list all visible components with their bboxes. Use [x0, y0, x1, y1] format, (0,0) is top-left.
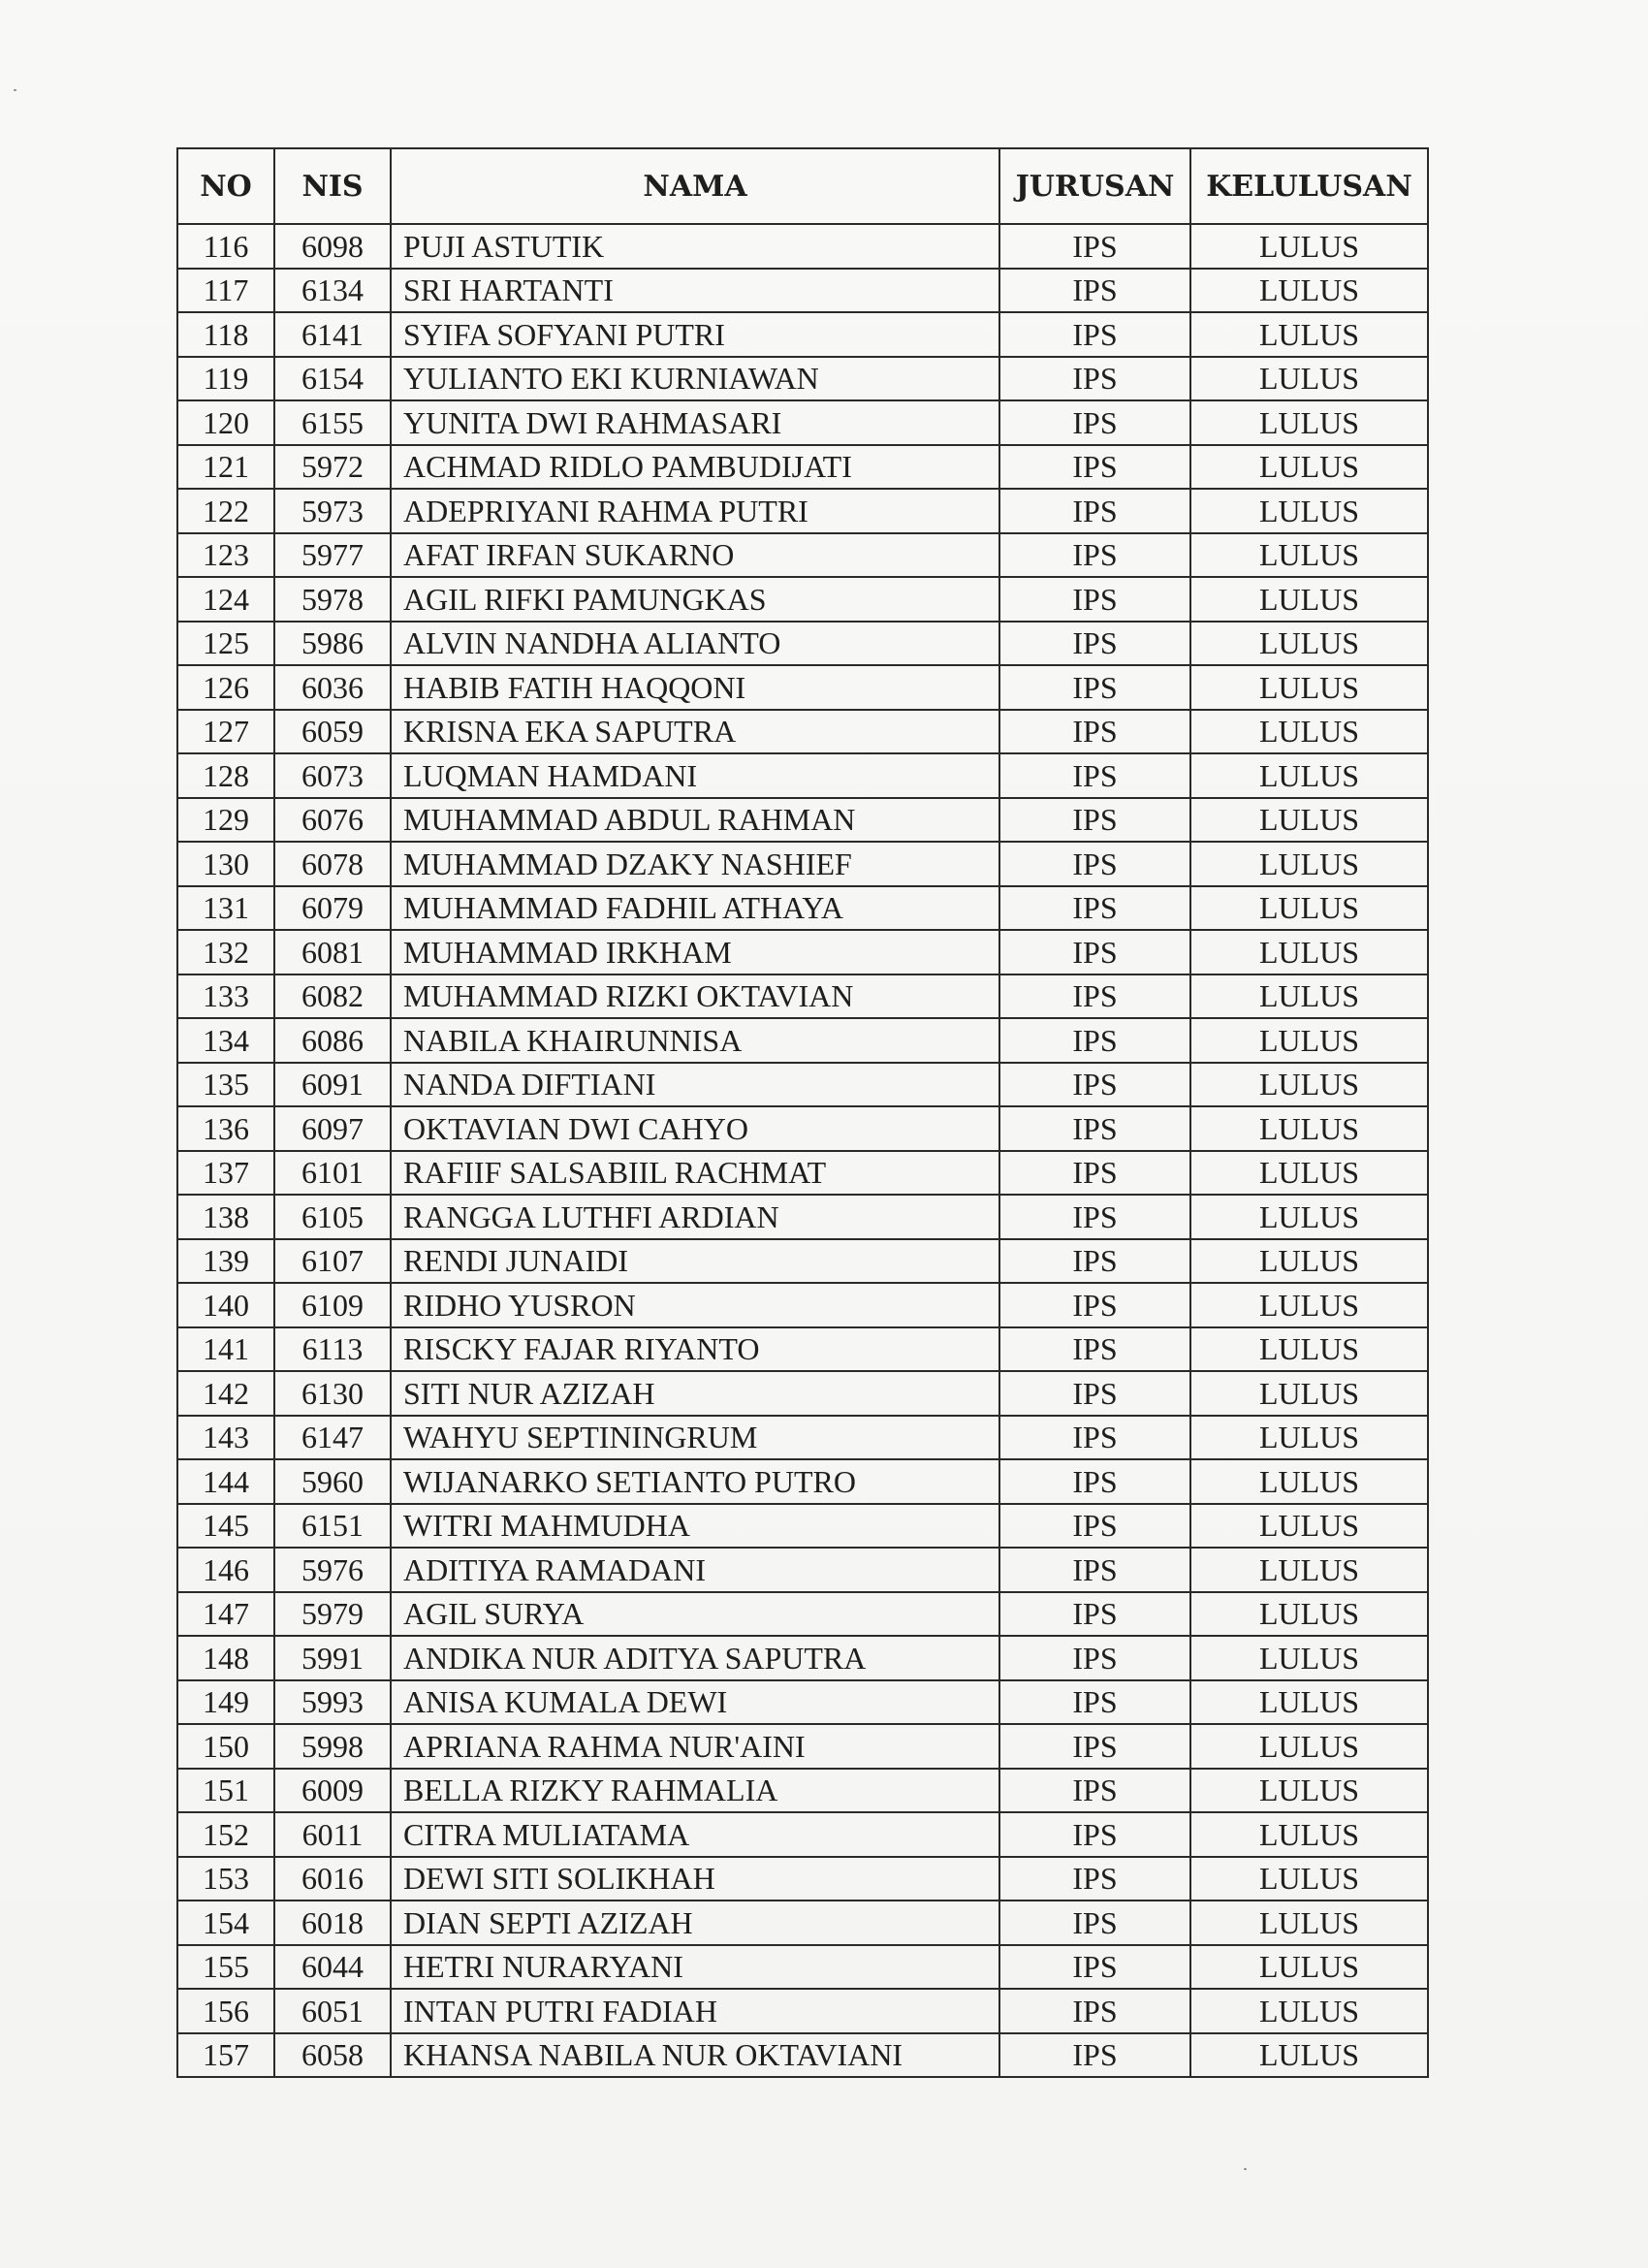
- table-row: [177, 974, 1428, 1019]
- table-row: [177, 1901, 1428, 1945]
- cell-no: 116: [177, 224, 274, 269]
- cell-nama: NABILA KHAIRUNNISA: [391, 1018, 999, 1063]
- cell-jurusan: IPS: [999, 312, 1190, 357]
- cell-nis: 6036: [274, 665, 391, 710]
- cell-nama: APRIANA RAHMA NUR'AINI: [391, 1724, 999, 1769]
- cell-kelulusan: LULUS: [1190, 1151, 1428, 1196]
- table-row: [177, 1504, 1428, 1549]
- cell-jurusan: IPS: [999, 533, 1190, 578]
- cell-nama: OKTAVIAN DWI CAHYO: [391, 1106, 999, 1151]
- cell-nis: 6079: [274, 886, 391, 931]
- cell-no: 157: [177, 2033, 274, 2078]
- cell-jurusan: IPS: [999, 798, 1190, 843]
- table-row: [177, 1724, 1428, 1769]
- cell-nis: 6155: [274, 400, 391, 445]
- cell-no: 151: [177, 1769, 274, 1813]
- cell-nis: 5986: [274, 622, 391, 666]
- cell-no: 155: [177, 1945, 274, 1990]
- cell-nama: RANGGA LUTHFI ARDIAN: [391, 1195, 999, 1239]
- cell-jurusan: IPS: [999, 1106, 1190, 1151]
- table-row: [177, 665, 1428, 710]
- cell-nis: 6141: [274, 312, 391, 357]
- cell-jurusan: IPS: [999, 1945, 1190, 1990]
- cell-nis: 5991: [274, 1636, 391, 1680]
- cell-nis: 6151: [274, 1504, 391, 1549]
- cell-kelulusan: LULUS: [1190, 445, 1428, 490]
- cell-nis: 6097: [274, 1106, 391, 1151]
- cell-jurusan: IPS: [999, 1327, 1190, 1372]
- table-row: [177, 930, 1428, 974]
- table-row: [177, 842, 1428, 886]
- cell-no: 148: [177, 1636, 274, 1680]
- table-row: [177, 1416, 1428, 1460]
- cell-no: 150: [177, 1724, 274, 1769]
- cell-kelulusan: LULUS: [1190, 1945, 1428, 1990]
- cell-nama: DIAN SEPTI AZIZAH: [391, 1901, 999, 1945]
- cell-nama: WITRI MAHMUDHA: [391, 1504, 999, 1549]
- cell-jurusan: IPS: [999, 753, 1190, 798]
- cell-jurusan: IPS: [999, 1151, 1190, 1196]
- cell-no: 152: [177, 1812, 274, 1857]
- cell-nama: YUNITA DWI RAHMASARI: [391, 400, 999, 445]
- cell-nis: 6018: [274, 1901, 391, 1945]
- cell-nis: 6051: [274, 1989, 391, 2033]
- cell-kelulusan: LULUS: [1190, 622, 1428, 666]
- table-row: [177, 1459, 1428, 1504]
- cell-jurusan: IPS: [999, 1239, 1190, 1284]
- cell-jurusan: IPS: [999, 1812, 1190, 1857]
- cell-kelulusan: LULUS: [1190, 1769, 1428, 1813]
- table-row: [177, 1945, 1428, 1990]
- cell-no: 122: [177, 489, 274, 533]
- cell-no: 147: [177, 1592, 274, 1637]
- table-row: [177, 400, 1428, 445]
- cell-kelulusan: LULUS: [1190, 1680, 1428, 1725]
- cell-no: 154: [177, 1901, 274, 1945]
- table-row: [177, 1548, 1428, 1592]
- graduation-table: [176, 147, 1429, 2078]
- cell-nis: 6059: [274, 710, 391, 754]
- cell-no: 137: [177, 1151, 274, 1196]
- cell-jurusan: IPS: [999, 665, 1190, 710]
- cell-nis: 5972: [274, 445, 391, 490]
- cell-nis: 5977: [274, 533, 391, 578]
- cell-jurusan: IPS: [999, 400, 1190, 445]
- header-nis: NIS: [274, 148, 391, 224]
- cell-nama: ADITIYA RAMADANI: [391, 1548, 999, 1592]
- cell-no: 133: [177, 974, 274, 1019]
- table-row: [177, 445, 1428, 490]
- cell-kelulusan: LULUS: [1190, 842, 1428, 886]
- cell-jurusan: IPS: [999, 886, 1190, 931]
- cell-kelulusan: LULUS: [1190, 930, 1428, 974]
- cell-no: 131: [177, 886, 274, 931]
- header-row: [177, 148, 1428, 224]
- cell-kelulusan: LULUS: [1190, 533, 1428, 578]
- cell-nama: WIJANARKO SETIANTO PUTRO: [391, 1459, 999, 1504]
- cell-jurusan: IPS: [999, 269, 1190, 313]
- table-row: [177, 224, 1428, 269]
- table-row: [177, 710, 1428, 754]
- cell-nama: MUHAMMAD RIZKI OKTAVIAN: [391, 974, 999, 1019]
- cell-nama: PUJI ASTUTIK: [391, 224, 999, 269]
- cell-nis: 6078: [274, 842, 391, 886]
- cell-nis: 6107: [274, 1239, 391, 1284]
- cell-kelulusan: LULUS: [1190, 489, 1428, 533]
- cell-jurusan: IPS: [999, 489, 1190, 533]
- cell-jurusan: IPS: [999, 1857, 1190, 1901]
- cell-jurusan: IPS: [999, 1283, 1190, 1327]
- cell-nis: 5978: [274, 577, 391, 622]
- cell-kelulusan: LULUS: [1190, 1989, 1428, 2033]
- cell-no: 126: [177, 665, 274, 710]
- cell-no: 125: [177, 622, 274, 666]
- scan-speck: [1244, 2168, 1247, 2170]
- cell-jurusan: IPS: [999, 1459, 1190, 1504]
- cell-nis: 6113: [274, 1327, 391, 1372]
- cell-no: 128: [177, 753, 274, 798]
- table-row: [177, 1636, 1428, 1680]
- cell-kelulusan: LULUS: [1190, 1371, 1428, 1416]
- cell-kelulusan: LULUS: [1190, 1327, 1428, 1372]
- cell-no: 136: [177, 1106, 274, 1151]
- cell-nama: AFAT IRFAN SUKARNO: [391, 533, 999, 578]
- cell-jurusan: IPS: [999, 1724, 1190, 1769]
- cell-jurusan: IPS: [999, 842, 1190, 886]
- cell-no: 141: [177, 1327, 274, 1372]
- cell-nis: 6073: [274, 753, 391, 798]
- cell-jurusan: IPS: [999, 1769, 1190, 1813]
- cell-nis: 6130: [274, 1371, 391, 1416]
- cell-nama: MUHAMMAD FADHIL ATHAYA: [391, 886, 999, 931]
- cell-jurusan: IPS: [999, 1195, 1190, 1239]
- cell-nama: LUQMAN HAMDANI: [391, 753, 999, 798]
- table-row: [177, 1812, 1428, 1857]
- cell-kelulusan: LULUS: [1190, 1592, 1428, 1637]
- cell-nama: MUHAMMAD DZAKY NASHIEF: [391, 842, 999, 886]
- table-row: [177, 1106, 1428, 1151]
- cell-jurusan: IPS: [999, 445, 1190, 490]
- cell-kelulusan: LULUS: [1190, 1459, 1428, 1504]
- table-row: [177, 1989, 1428, 2033]
- cell-nis: 6134: [274, 269, 391, 313]
- cell-jurusan: IPS: [999, 622, 1190, 666]
- cell-jurusan: IPS: [999, 1680, 1190, 1725]
- cell-kelulusan: LULUS: [1190, 1106, 1428, 1151]
- table-row: [177, 1769, 1428, 1813]
- cell-nama: ACHMAD RIDLO PAMBUDIJATI: [391, 445, 999, 490]
- table-row: [177, 886, 1428, 931]
- table-row: [177, 533, 1428, 578]
- cell-kelulusan: LULUS: [1190, 886, 1428, 931]
- cell-nis: 5993: [274, 1680, 391, 1725]
- cell-nama: INTAN PUTRI FADIAH: [391, 1989, 999, 2033]
- cell-nama: KRISNA EKA SAPUTRA: [391, 710, 999, 754]
- cell-no: 138: [177, 1195, 274, 1239]
- cell-kelulusan: LULUS: [1190, 577, 1428, 622]
- cell-jurusan: IPS: [999, 224, 1190, 269]
- cell-jurusan: IPS: [999, 357, 1190, 401]
- cell-nama: RIDHO YUSRON: [391, 1283, 999, 1327]
- cell-no: 120: [177, 400, 274, 445]
- cell-nis: 6147: [274, 1416, 391, 1460]
- cell-jurusan: IPS: [999, 1063, 1190, 1107]
- cell-nis: 6081: [274, 930, 391, 974]
- cell-jurusan: IPS: [999, 1371, 1190, 1416]
- cell-nis: 6076: [274, 798, 391, 843]
- cell-nis: 6105: [274, 1195, 391, 1239]
- cell-no: 127: [177, 710, 274, 754]
- cell-nis: 6098: [274, 224, 391, 269]
- cell-kelulusan: LULUS: [1190, 974, 1428, 1019]
- table-row: [177, 1327, 1428, 1372]
- cell-kelulusan: LULUS: [1190, 2033, 1428, 2078]
- cell-kelulusan: LULUS: [1190, 1636, 1428, 1680]
- cell-nama: SYIFA SOFYANI PUTRI: [391, 312, 999, 357]
- cell-no: 129: [177, 798, 274, 843]
- header-kelulusan: KELULUSAN: [1190, 148, 1428, 224]
- cell-nama: SRI HARTANTI: [391, 269, 999, 313]
- cell-no: 117: [177, 269, 274, 313]
- cell-no: 135: [177, 1063, 274, 1107]
- cell-kelulusan: LULUS: [1190, 1901, 1428, 1945]
- cell-no: 144: [177, 1459, 274, 1504]
- cell-nama: DEWI SITI SOLIKHAH: [391, 1857, 999, 1901]
- cell-no: 118: [177, 312, 274, 357]
- cell-no: 156: [177, 1989, 274, 2033]
- cell-kelulusan: LULUS: [1190, 400, 1428, 445]
- cell-nis: 5979: [274, 1592, 391, 1637]
- cell-kelulusan: LULUS: [1190, 1416, 1428, 1460]
- cell-kelulusan: LULUS: [1190, 1857, 1428, 1901]
- cell-jurusan: IPS: [999, 1592, 1190, 1637]
- cell-no: 121: [177, 445, 274, 490]
- cell-nama: ADEPRIYANI RAHMA PUTRI: [391, 489, 999, 533]
- cell-no: 143: [177, 1416, 274, 1460]
- cell-jurusan: IPS: [999, 1901, 1190, 1945]
- table-row: [177, 312, 1428, 357]
- cell-nis: 5976: [274, 1548, 391, 1592]
- cell-nis: 6011: [274, 1812, 391, 1857]
- header-nama: NAMA: [391, 148, 999, 224]
- cell-jurusan: IPS: [999, 1504, 1190, 1549]
- graduation-table-container: [176, 147, 1427, 2078]
- cell-nama: RAFIIF SALSABIIL RACHMAT: [391, 1151, 999, 1196]
- cell-nama: MUHAMMAD ABDUL RAHMAN: [391, 798, 999, 843]
- cell-nama: KHANSA NABILA NUR OKTAVIANI: [391, 2033, 999, 2078]
- cell-nis: 6044: [274, 1945, 391, 1990]
- cell-nis: 6016: [274, 1857, 391, 1901]
- cell-kelulusan: LULUS: [1190, 1239, 1428, 1284]
- cell-jurusan: IPS: [999, 710, 1190, 754]
- table-row: [177, 1592, 1428, 1637]
- cell-nama: BELLA RIZKY RAHMALIA: [391, 1769, 999, 1813]
- cell-no: 123: [177, 533, 274, 578]
- table-row: [177, 1680, 1428, 1725]
- table-row: [177, 798, 1428, 843]
- cell-kelulusan: LULUS: [1190, 269, 1428, 313]
- cell-nis: 6082: [274, 974, 391, 1019]
- cell-no: 153: [177, 1857, 274, 1901]
- cell-nama: AGIL SURYA: [391, 1592, 999, 1637]
- cell-no: 149: [177, 1680, 274, 1725]
- cell-nama: ANDIKA NUR ADITYA SAPUTRA: [391, 1636, 999, 1680]
- cell-nama: MUHAMMAD IRKHAM: [391, 930, 999, 974]
- table-header: [177, 148, 1428, 224]
- cell-nama: AGIL RIFKI PAMUNGKAS: [391, 577, 999, 622]
- table-row: [177, 1371, 1428, 1416]
- cell-no: 142: [177, 1371, 274, 1416]
- table-row: [177, 1018, 1428, 1063]
- cell-nis: 6086: [274, 1018, 391, 1063]
- cell-kelulusan: LULUS: [1190, 1018, 1428, 1063]
- cell-nama: RENDI JUNAIDI: [391, 1239, 999, 1284]
- cell-no: 139: [177, 1239, 274, 1284]
- cell-kelulusan: LULUS: [1190, 665, 1428, 710]
- table-row: [177, 577, 1428, 622]
- cell-kelulusan: LULUS: [1190, 1724, 1428, 1769]
- cell-no: 146: [177, 1548, 274, 1592]
- table-row: [177, 753, 1428, 798]
- cell-jurusan: IPS: [999, 1548, 1190, 1592]
- cell-nis: 6091: [274, 1063, 391, 1107]
- cell-jurusan: IPS: [999, 1018, 1190, 1063]
- cell-kelulusan: LULUS: [1190, 312, 1428, 357]
- cell-jurusan: IPS: [999, 577, 1190, 622]
- cell-nis: 5998: [274, 1724, 391, 1769]
- table-row: [177, 1283, 1428, 1327]
- table-row: [177, 2033, 1428, 2078]
- cell-nama: YULIANTO EKI KURNIAWAN: [391, 357, 999, 401]
- cell-nis: 6109: [274, 1283, 391, 1327]
- cell-kelulusan: LULUS: [1190, 710, 1428, 754]
- header-jurusan: JURUSAN: [999, 148, 1190, 224]
- cell-nis: 6154: [274, 357, 391, 401]
- cell-jurusan: IPS: [999, 1636, 1190, 1680]
- cell-kelulusan: LULUS: [1190, 753, 1428, 798]
- cell-nama: ALVIN NANDHA ALIANTO: [391, 622, 999, 666]
- cell-jurusan: IPS: [999, 930, 1190, 974]
- table-row: [177, 1063, 1428, 1107]
- cell-nis: 6101: [274, 1151, 391, 1196]
- cell-nis: 6009: [274, 1769, 391, 1813]
- cell-jurusan: IPS: [999, 1416, 1190, 1460]
- table-row: [177, 1151, 1428, 1196]
- table-row: [177, 1857, 1428, 1901]
- cell-no: 140: [177, 1283, 274, 1327]
- table-row: [177, 1239, 1428, 1284]
- scan-speck: [14, 89, 16, 91]
- cell-kelulusan: LULUS: [1190, 1812, 1428, 1857]
- cell-nama: SITI NUR AZIZAH: [391, 1371, 999, 1416]
- table-row: [177, 489, 1428, 533]
- cell-kelulusan: LULUS: [1190, 1548, 1428, 1592]
- cell-kelulusan: LULUS: [1190, 1063, 1428, 1107]
- cell-no: 134: [177, 1018, 274, 1063]
- cell-no: 132: [177, 930, 274, 974]
- cell-nama: ANISA KUMALA DEWI: [391, 1680, 999, 1725]
- cell-kelulusan: LULUS: [1190, 1283, 1428, 1327]
- cell-nama: HETRI NURARYANI: [391, 1945, 999, 1990]
- cell-nama: WAHYU SEPTININGRUM: [391, 1416, 999, 1460]
- cell-no: 130: [177, 842, 274, 886]
- cell-nama: CITRA MULIATAMA: [391, 1812, 999, 1857]
- table-body: [177, 224, 1428, 2077]
- cell-nis: 5973: [274, 489, 391, 533]
- cell-jurusan: IPS: [999, 2033, 1190, 2078]
- cell-nama: RISCKY FAJAR RIYANTO: [391, 1327, 999, 1372]
- table-row: [177, 622, 1428, 666]
- cell-nama: HABIB FATIH HAQQONI: [391, 665, 999, 710]
- cell-kelulusan: LULUS: [1190, 798, 1428, 843]
- table-row: [177, 269, 1428, 313]
- cell-jurusan: IPS: [999, 1989, 1190, 2033]
- cell-no: 119: [177, 357, 274, 401]
- cell-nis: 5960: [274, 1459, 391, 1504]
- header-no: NO: [177, 148, 274, 224]
- cell-kelulusan: LULUS: [1190, 357, 1428, 401]
- cell-kelulusan: LULUS: [1190, 1504, 1428, 1549]
- cell-jurusan: IPS: [999, 974, 1190, 1019]
- table-row: [177, 357, 1428, 401]
- cell-kelulusan: LULUS: [1190, 224, 1428, 269]
- table-row: [177, 1195, 1428, 1239]
- cell-kelulusan: LULUS: [1190, 1195, 1428, 1239]
- cell-nama: NANDA DIFTIANI: [391, 1063, 999, 1107]
- cell-no: 145: [177, 1504, 274, 1549]
- cell-no: 124: [177, 577, 274, 622]
- cell-nis: 6058: [274, 2033, 391, 2078]
